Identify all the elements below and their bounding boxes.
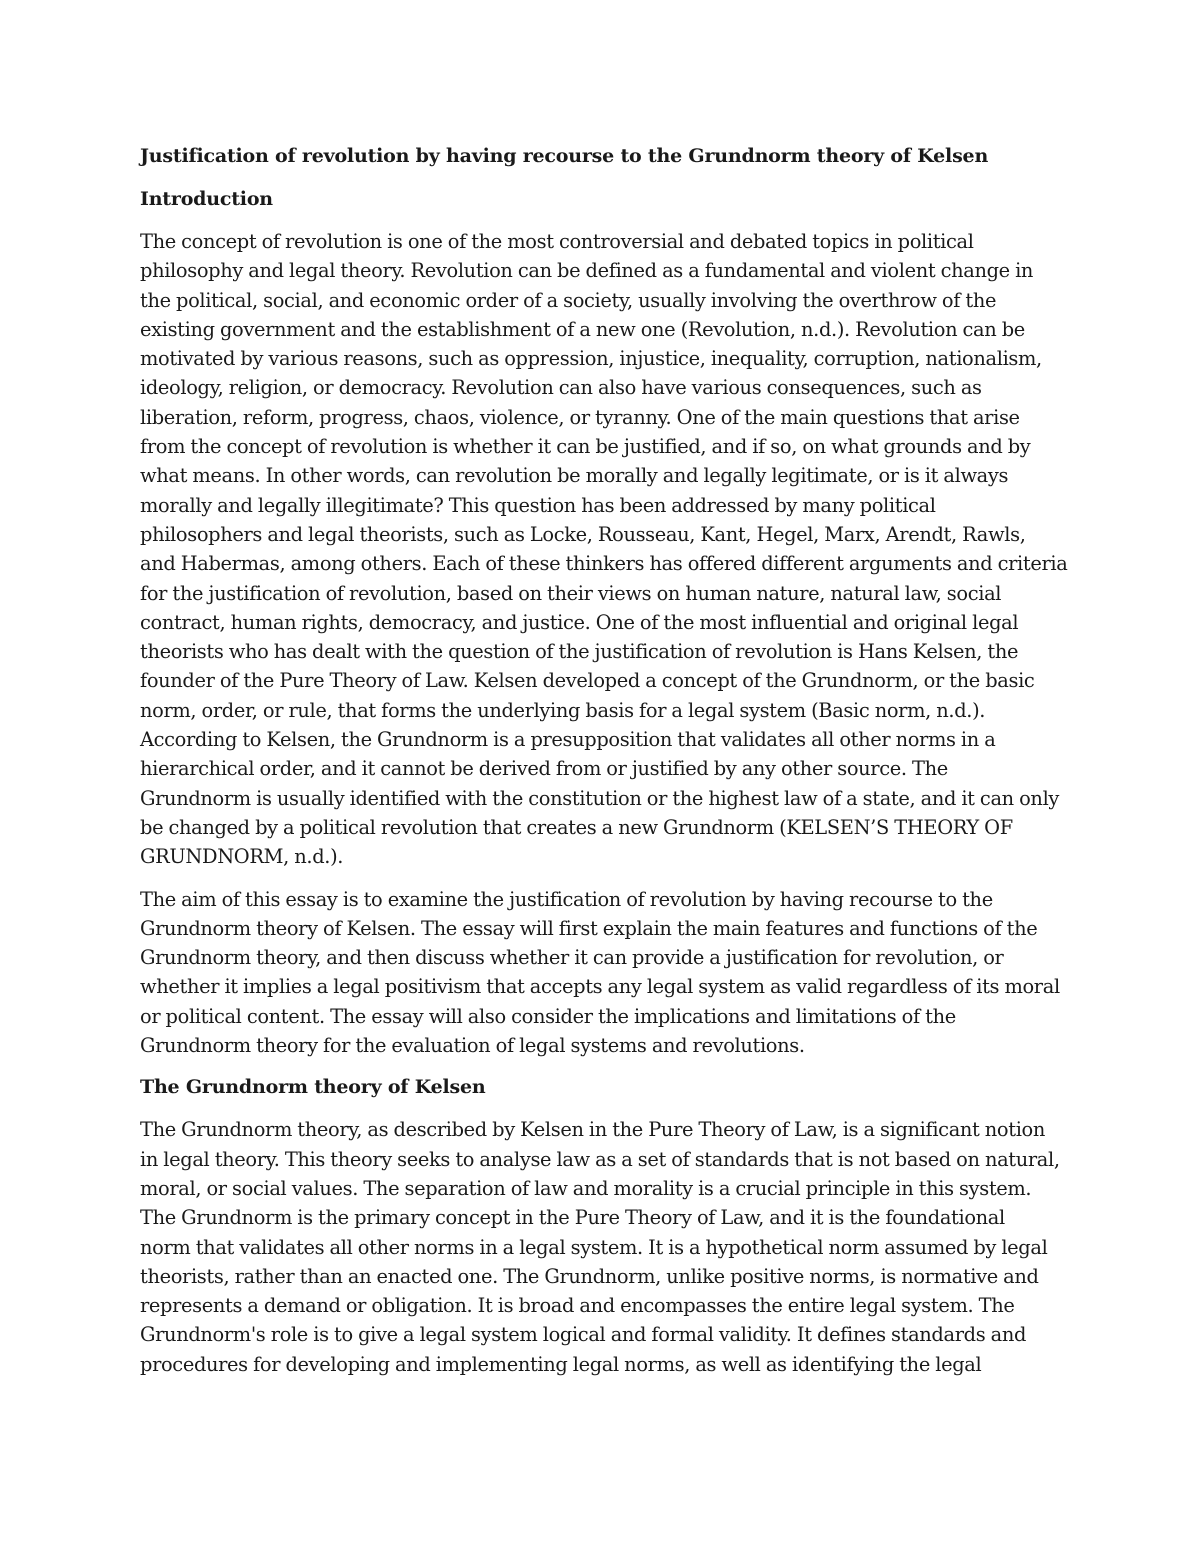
text-line: The Grundnorm is the primary concept in the Pure Theory of Law, and it is the foundational	[140, 1206, 1005, 1230]
document-body	[140, 142, 1070, 1392]
body-paragraph	[140, 1115, 1070, 1379]
text-line: The concept of revolution is one of the most controversial and debated topics in political	[140, 230, 974, 253]
text-line: morally and legally illegitimate? This question has been addressed by many political	[140, 493, 936, 517]
text-line: the political, social, and economic order of a society, usually involving the overthrow of the	[140, 288, 997, 312]
text-line: According to Kelsen, the Grundnorm is a presupposition that validates all other norms in a	[140, 728, 996, 752]
text-line: moral, or social values. The separation of law and morality is a crucial principle in this system.	[140, 1176, 1032, 1200]
text-line: GRUNDNORM, n.d.).	[140, 845, 344, 869]
text-line: and Habermas, among others. Each of these thinkers has offered different arguments and criteria	[140, 552, 1068, 576]
text-line: whether it implies a legal positivism that accepts any legal system as valid regardless of its moral	[140, 975, 1060, 999]
text-line: philosophers and legal theorists, such as Locke, Rousseau, Kant, Hegel, Marx, Arendt, Rawls,	[140, 522, 1026, 546]
section-heading: Introduction	[140, 188, 273, 210]
text-line: liberation, reform, progress, chaos, violence, or tyranny. One of the main questions that arise	[140, 405, 1020, 429]
text-line: The aim of this essay is to examine the justification of revolution by having recourse to the	[140, 887, 993, 911]
text-line: be changed by a political revolution that creates a new Grundnorm (KELSEN’S THEORY OF	[140, 815, 1013, 839]
text-line: for the justification of revolution, based on their views on human nature, natural law, social	[140, 581, 1002, 605]
document-title: Justification of revolution by having recourse to the Grundnorm theory of Kelsen	[140, 145, 989, 167]
text-line: Grundnorm theory for the evaluation of legal systems and revolutions.	[140, 1034, 805, 1058]
text-line: Grundnorm's role is to give a legal system logical and formal validity. It defines standards and	[140, 1323, 1027, 1347]
text-line: Grundnorm is usually identified with the constitution or the highest law of a state, and it can only	[140, 786, 1060, 810]
text-line: ideology, religion, or democracy. Revolution can also have various consequences, such as	[140, 376, 982, 400]
document-sections	[140, 185, 1070, 1379]
body-paragraph	[140, 227, 1070, 872]
text-line: procedures for developing and implementing legal norms, as well as identifying the legal	[140, 1352, 982, 1376]
text-line: hierarchical order, and it cannot be derived from or justified by any other source. The	[140, 757, 948, 781]
text-line: norm that validates all other norms in a legal system. It is a hypothetical norm assumed by legal	[140, 1235, 1048, 1259]
text-line: norm, order, or rule, that forms the underlying basis for a legal system (Basic norm, n.d.).	[140, 698, 986, 722]
text-line: contract, human rights, democracy, and justice. One of the most influential and original legal	[140, 610, 1019, 634]
text-line: Grundnorm theory of Kelsen. The essay will first explain the main features and functions of the	[140, 916, 1038, 940]
text-line: motivated by various reasons, such as oppression, injustice, inequality, corruption, nationalism,	[140, 347, 1042, 371]
text-line: The Grundnorm theory, as described by Kelsen in the Pure Theory of Law, is a significant notion	[140, 1118, 1046, 1142]
text-line: from the concept of revolution is whether it can be justified, and if so, on what grounds and by	[140, 435, 1031, 459]
text-line: what means. In other words, can revolution be morally and legally legitimate, or is it always	[140, 464, 1009, 488]
text-line: theorists, rather than an enacted one. The Grundnorm, unlike positive norms, is normative and	[140, 1264, 1039, 1288]
text-line: Grundnorm theory, and then discuss whether it can provide a justification for revolution, or	[140, 946, 1004, 970]
text-line: philosophy and legal theory. Revolution can be defined as a fundamental and violent change in	[140, 259, 1034, 283]
body-paragraph	[140, 885, 1070, 1061]
text-line: in legal theory. This theory seeks to analyse law as a set of standards that is not based on natural,	[140, 1147, 1060, 1171]
text-line: existing government and the establishment of a new one (Revolution, n.d.). Revolution can be	[140, 317, 1025, 341]
text-line: theorists who has dealt with the question of the justification of revolution is Hans Kelsen, the	[140, 640, 1019, 664]
text-line: represents a demand or obligation. It is broad and encompasses the entire legal system. The	[140, 1294, 1015, 1318]
text-line: founder of the Pure Theory of Law. Kelsen developed a concept of the Grundnorm, or the basic	[140, 669, 1035, 693]
section-heading: The Grundnorm theory of Kelsen	[140, 1076, 486, 1099]
text-line: or political content. The essay will also consider the implications and limitations of the	[140, 1004, 956, 1028]
